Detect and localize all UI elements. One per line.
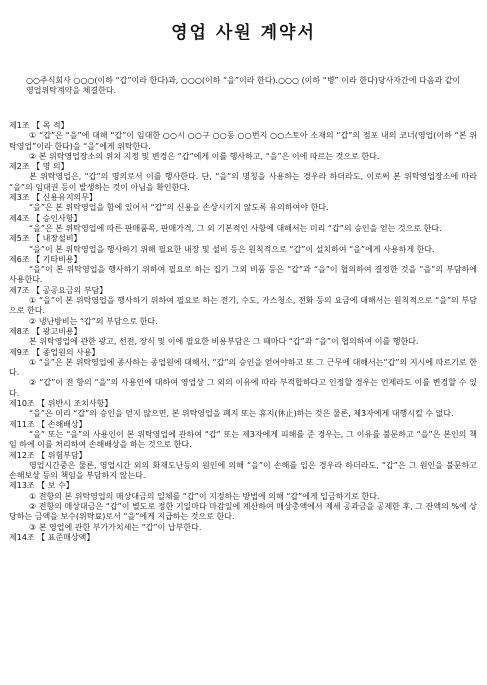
article-paragraph: “을”은 본 위탁영업에 따른 판매품목, 판매가격, 그 외 기본적인 사항에 대해서는 미리 “갑”의 승인을 얻는 것으로 한다. xyxy=(29,223,442,233)
article-heading: 제2조 【 명 의】 xyxy=(9,162,69,172)
article-heading: 제7조 【 공공요금의 부담】 xyxy=(9,285,108,295)
article-2 xyxy=(9,162,477,193)
article-heading: 제14조 【 표준매상액】 xyxy=(9,532,95,542)
article-paragraph: ② 전항의 매상대금은 “갑”이 별도로 정한 기일마다 마감일에 계산하여 매상총액에서 제세 공과금을 공제한 후, 그 잔액의 %에 상당하는 금액을 보수(위탁료)로서 “을”에게 지급하는 것으로 한다. xyxy=(9,501,477,522)
intro-paragraph: ○○주식회사 ○○○(이하 “갑”이라 한다)과, ○○○(이하 “을”이라 한다).○○○ (이하 “병” 이라 한다)당사자간에 다음과 같이 영업위탁계약을 체결한다. xyxy=(26,76,461,95)
article-paragraph: 본 위탁영업은, “갑”의 명의로서 이를 행사한다. 단, “을”의 명칭을 사용하는 경우라 하더라도, 이로써 본 위탁영업장소에 따라 “을”의 임대권 등이 발생하는 것이 아님을 확인한다. xyxy=(9,172,477,192)
article-12 xyxy=(9,451,477,482)
article-9 xyxy=(9,348,477,399)
article-paragraph: ② 냉난방비는 “갑”의 부담으로 한다. xyxy=(29,316,158,326)
article-heading: 제10조 【 위반시 조치사항】 xyxy=(9,399,113,409)
article-heading: 제6조 【 기타비용】 xyxy=(9,254,82,264)
article-paragraph: 영업시간중은 물론, 영업시간 외의 화재도난등의 원인에 의해 “을”이 손해를 입은 경우라 하더라도, “갑”은 그 원인을 불문하고 손해보상 등의 책임을 부담하지 않는다. xyxy=(9,460,477,481)
article-4 xyxy=(9,214,477,235)
article-paragraph: ① “갑”은 “을”에 대해 “갑”이 임대한 ○○시 ○○구 ○○동 ○○번지 ○○스토아 소재의 “갑”의 점포 내의 코너(영업(이하 “본 위탁영업”이라 한다)을 “을”에게 위탁한다. xyxy=(9,131,477,151)
article-heading: 제4조 【 승인사항】 xyxy=(9,213,82,223)
article-14 xyxy=(9,533,477,543)
article-paragraph: ③ 본 영업에 관한 부가가치세는 “갑”이 납부한다. xyxy=(29,522,202,532)
article-11 xyxy=(9,420,477,451)
article-heading: 제5조 【 내장설비】 xyxy=(9,234,82,244)
article-heading: 제9조 【 종업원의 사용】 xyxy=(9,347,100,357)
article-6 xyxy=(9,255,477,286)
article-heading: 제8조 【 광고비용】 xyxy=(9,326,82,336)
article-paragraph: “을”은 본 위탁영업을 함에 있어서 “갑”의 신용을 손상시키지 않도록 유의하여야 한다. xyxy=(29,203,329,213)
article-1 xyxy=(9,121,477,162)
article-8 xyxy=(9,327,477,348)
article-paragraph: ① “을”이 본 위탁영업을 행사하기 위하여 필요로 하는 전기, 수도, 가스청소, 전화 등의 요금에 대해서는 원칙적으로 “을”의 부담으로 한다. xyxy=(9,296,477,316)
article-paragraph: ② 본 위탁영업장소의 위치 지정 및 변경은 “갑”에게 이를 행사하고, “을”은 이에 따르는 것으로 한다. xyxy=(29,151,380,161)
articles-list xyxy=(9,121,477,543)
article-paragraph: ① 전항의 본 위탁영업의 매상대금의 일체를 “갑”이 지정하는 방법에 의해 “갑”에게 입금하기로 한다. xyxy=(29,491,380,501)
article-paragraph: “을” 또는 “을”의 사용인이 본 위탁영업에 관하여 “갑” 또는 제3자에게 피해를 준 경우는, 그 이유를 불문하고 “을”은 본인의 책임 하에 이를 처리하여 손해배상을 하는 것으로 한다. xyxy=(9,429,477,450)
document-title: 영업 사원 계약서 xyxy=(171,23,316,43)
article-10 xyxy=(9,399,477,420)
article-13 xyxy=(9,481,477,532)
article-paragraph: ② “갑”이 전 항의 “을”의 사용인에 대하여 영업상 그 외의 이유에 따라 부적합하다고 인정할 경우는 언제라도 이를 변경할 수 있다. xyxy=(9,378,477,398)
article-paragraph: “을”은 미리 “갑”의 승인을 얻지 않으면, 본 위탁영업을 폐지 또는 휴지(休止)하는 것은 물론, 제3자에게 대행시킬 수 없다. xyxy=(29,409,454,419)
article-heading: 제12조 【 위험부담】 xyxy=(9,450,87,460)
article-7 xyxy=(9,286,477,327)
article-paragraph: “을”이 본 위탁영업을 행사하기 위해 필요한 내장 및 설비 등은 원칙적으로 “갑”이 설치하여 “을”에게 사용하게 한다. xyxy=(29,244,435,254)
article-paragraph: ① “을”은 본 위탁영업에 종사하는 종업원에 대해서, “갑”의 승인을 얻어야하고 또 그 근무에 대해서는“갑”의 지시에 따르기로 한다. xyxy=(9,357,477,378)
article-heading: 제1조 【 목 적】 xyxy=(9,121,69,130)
article-5 xyxy=(9,234,477,255)
article-3 xyxy=(9,193,477,214)
article-heading: 제3조 【 신용유지의무】 xyxy=(9,193,97,203)
article-paragraph: “을”이 본 위탁영업을 행사하기 위하여 필요로 하는 집기 그외 비품 등은 “갑”과 “을”이 협의하여 결정한 것을 “을”의 부담하에 사용한다. xyxy=(9,265,477,285)
article-paragraph: 본 위탁영업에 관한 광고, 선전, 장식 및 이에 필요한 비용부담은 그 때마다 “갑”과 “을”이 협의하여 이를 행한다. xyxy=(29,337,419,347)
article-heading: 제13조 【 보 수】 xyxy=(9,481,74,491)
article-heading: 제11조 【 손해배상】 xyxy=(9,419,87,429)
